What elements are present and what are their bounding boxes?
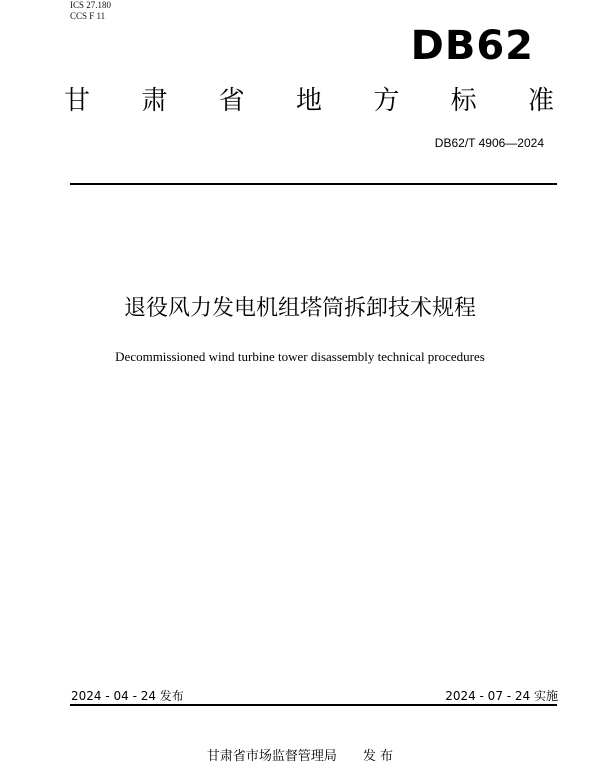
standard-type-char: 甘 <box>64 86 91 116</box>
top-divider <box>70 183 557 185</box>
ccs-code: CCS F 11 <box>70 11 106 21</box>
standard-type-char: 标 <box>450 86 477 116</box>
classification-codes <box>70 0 111 22</box>
standard-type-char: 肃 <box>141 86 168 116</box>
standard-number: DB62/T 4906—2024 <box>434 136 544 150</box>
title-chinese: 退役风力发电机组塔筒拆卸技术规程 <box>123 296 476 321</box>
standard-type-char: 准 <box>527 86 554 116</box>
bottom-divider <box>70 704 557 706</box>
standard-type-char: 方 <box>373 86 400 116</box>
release-date: 2024 - 04 - 24 发布 <box>71 689 184 703</box>
implementation-date: 2024 - 07 - 24 实施 <box>445 689 558 703</box>
standard-type-char: 省 <box>218 86 245 116</box>
db-logo: DB62 <box>410 23 534 69</box>
standard-type <box>64 84 554 118</box>
title-english: Decommissioned wind turbine tower disassembly technical procedures <box>115 349 485 364</box>
ics-code: ICS 27.180 <box>70 0 112 10</box>
publisher: 甘肃省市场监督管理局 发 布 <box>206 749 394 764</box>
standard-type-char: 地 <box>295 86 322 116</box>
